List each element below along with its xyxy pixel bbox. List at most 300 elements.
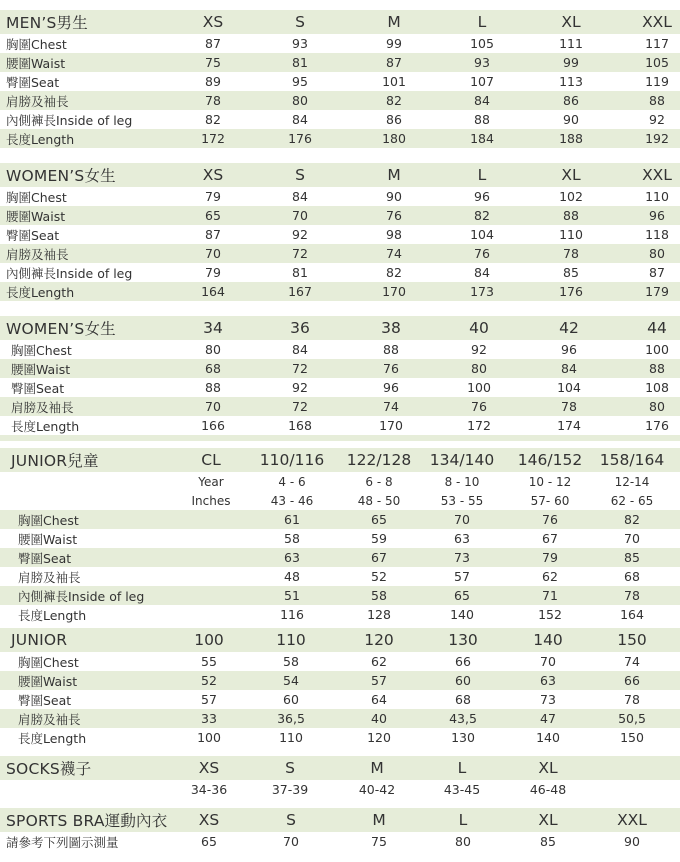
row-label: 胸圍Chest <box>18 512 79 528</box>
measurement-value: 87 <box>386 55 402 70</box>
sock-size-range: 34-36 <box>190 782 228 797</box>
measurement-value: 85 <box>540 834 556 849</box>
measurement-value: 117 <box>645 36 669 51</box>
measurement-value: 70 <box>540 654 556 669</box>
table-row <box>0 832 680 851</box>
measurement-value: 90 <box>386 189 402 204</box>
measurement-value: 70 <box>454 512 470 527</box>
measurement-value: 70 <box>292 208 308 223</box>
measurement-value: 76 <box>471 399 487 414</box>
measurement-value: 107 <box>470 74 494 89</box>
measurement-value: 81 <box>292 55 308 70</box>
measurement-value: 96 <box>561 342 577 357</box>
measurement-value: 80 <box>455 834 471 849</box>
row-label: 胸圍Chest <box>11 342 72 358</box>
measurement-value: 104 <box>470 227 494 242</box>
measurement-value: 72 <box>292 246 308 261</box>
measurement-value: 84 <box>292 189 308 204</box>
measurement-value: 172 <box>201 131 225 146</box>
size-label: XS <box>198 759 220 777</box>
measurement-value: 86 <box>386 112 402 127</box>
measurement-value: 74 <box>386 246 402 261</box>
table-header-row <box>0 808 680 832</box>
row-label: 內側褲長Inside of leg <box>6 265 133 281</box>
measurement-value: 93 <box>292 36 308 51</box>
measurement-value: 58 <box>371 588 387 603</box>
size-label: 38 <box>381 319 401 337</box>
measurement-value: 68 <box>624 569 640 584</box>
junior-cl-size-table <box>0 448 680 624</box>
row-label: 肩膀及袖長 <box>18 711 81 727</box>
measurement-value: 118 <box>645 227 669 242</box>
row-label: 長度Length <box>6 284 75 300</box>
row-label: 肩膀及袖長 <box>11 399 74 415</box>
measurement-value: 76 <box>474 246 490 261</box>
table-title: JUNIOR <box>11 631 68 649</box>
table-row <box>0 378 680 397</box>
measurement-value: 57 <box>201 692 217 707</box>
measurement-value: 62 <box>542 569 558 584</box>
measurement-value: 57 <box>371 673 387 688</box>
measurement-value: 170 <box>382 284 406 299</box>
size-label: XXL <box>642 166 672 184</box>
measurement-value: 152 <box>538 607 562 622</box>
size-label: S <box>285 759 295 777</box>
size-label: M <box>387 166 401 184</box>
sock-size-range: 46-48 <box>529 782 567 797</box>
measurement-value: 116 <box>280 607 304 622</box>
inches-row <box>0 491 680 510</box>
measurement-value: 62 <box>371 654 387 669</box>
measurement-value: 76 <box>383 361 399 376</box>
measurement-value: 72 <box>292 399 308 414</box>
row-label: 臀圍Seat <box>6 227 60 243</box>
measurement-value: 168 <box>288 418 312 433</box>
row-label: 胸圍Chest <box>6 36 67 52</box>
size-label: M <box>387 13 401 31</box>
table-header-row <box>0 756 680 780</box>
junior-size-table <box>0 628 680 747</box>
size-label: S <box>286 811 296 829</box>
measurement-value: 188 <box>559 131 583 146</box>
measurement-value: 184 <box>470 131 494 146</box>
table-row <box>0 529 680 548</box>
measurement-value: 164 <box>620 607 644 622</box>
measurement-value: 75 <box>371 834 387 849</box>
age-range-value: 8 - 10 <box>444 474 480 489</box>
inches-value: 53 - 55 <box>440 493 484 508</box>
measurement-value: 174 <box>557 418 581 433</box>
table-header-row <box>0 163 680 187</box>
measurement-value: 150 <box>620 730 644 745</box>
measurement-value: 100 <box>645 342 669 357</box>
table-row <box>0 548 680 567</box>
size-label: 150 <box>617 631 647 649</box>
measurement-value: 74 <box>624 654 640 669</box>
measurement-value: 87 <box>649 265 665 280</box>
table-row <box>0 567 680 586</box>
table-row <box>0 91 680 110</box>
measurement-value: 176 <box>559 284 583 299</box>
measurement-value: 86 <box>563 93 579 108</box>
measurement-value: 84 <box>474 93 490 108</box>
measurement-value: 179 <box>645 284 669 299</box>
table-row <box>0 263 680 282</box>
measurement-value: 68 <box>455 692 471 707</box>
measurement-value: 65 <box>454 588 470 603</box>
measurement-value: 172 <box>467 418 491 433</box>
measurement-value: 80 <box>471 361 487 376</box>
measurement-value: 73 <box>454 550 470 565</box>
measurement-value: 76 <box>542 512 558 527</box>
measurement-value: 110 <box>559 227 583 242</box>
row-label: 肩膀及袖長 <box>6 93 69 109</box>
table-title: MEN’S男生 <box>6 14 88 32</box>
measurement-value: 60 <box>283 692 299 707</box>
measurement-value: 51 <box>284 588 300 603</box>
measurement-value: 140 <box>536 730 560 745</box>
measurement-value: 73 <box>540 692 556 707</box>
measurement-value: 58 <box>283 654 299 669</box>
table-row <box>0 728 680 747</box>
size-label: 100 <box>194 631 224 649</box>
measurement-value: 173 <box>470 284 494 299</box>
measurement-value: 104 <box>557 380 581 395</box>
size-label: CL <box>201 451 221 469</box>
row-label: 腰圍Waist <box>6 208 66 224</box>
row-label: 長度Length <box>18 730 87 746</box>
measurement-value: 88 <box>474 112 490 127</box>
measurement-value: 47 <box>540 711 556 726</box>
size-label: XL <box>561 166 581 184</box>
measurement-value: 66 <box>455 654 471 669</box>
measurement-value: 88 <box>563 208 579 223</box>
inches-value: 48 - 50 <box>357 493 401 508</box>
measurement-value: 84 <box>474 265 490 280</box>
measurement-value: 105 <box>470 36 494 51</box>
table-row <box>0 780 680 799</box>
size-label: XXL <box>617 811 647 829</box>
size-label: M <box>370 759 384 777</box>
measurement-value: 72 <box>292 361 308 376</box>
row-label: 胸圍Chest <box>6 189 67 205</box>
measurement-value: 140 <box>450 607 474 622</box>
measurement-value: 55 <box>201 654 217 669</box>
measurement-value: 63 <box>454 531 470 546</box>
table-row <box>0 206 680 225</box>
measurement-value: 65 <box>371 512 387 527</box>
table-row <box>0 53 680 72</box>
measurement-value: 65 <box>201 834 217 849</box>
measurement-value: 79 <box>205 265 221 280</box>
table-row <box>0 709 680 728</box>
measurement-value: 52 <box>371 569 387 584</box>
measurement-value: 64 <box>371 692 387 707</box>
measurement-value: 119 <box>645 74 669 89</box>
table-title: SPORTS BRA運動內衣 <box>6 812 168 830</box>
measurement-value: 88 <box>649 361 665 376</box>
table-row <box>0 110 680 129</box>
measurement-value: 95 <box>292 74 308 89</box>
table-title: WOMEN’S女生 <box>6 167 116 185</box>
age-range-value: 12-14 <box>614 474 650 489</box>
measurement-value: 67 <box>542 531 558 546</box>
measurement-value: 67 <box>371 550 387 565</box>
socks-size-table <box>0 756 680 799</box>
measurement-value: 50,5 <box>618 711 646 726</box>
table-row <box>0 605 680 624</box>
size-label: XS <box>198 811 220 829</box>
table-header-row <box>0 448 680 472</box>
measurement-value: 70 <box>283 834 299 849</box>
sub-label: Year <box>198 474 224 489</box>
row-label: 臀圍Seat <box>18 550 72 566</box>
measurement-value: 90 <box>624 834 640 849</box>
table-row <box>0 129 680 148</box>
measurement-value: 96 <box>649 208 665 223</box>
row-label: 臀圍Seat <box>6 74 60 90</box>
measurement-value: 52 <box>201 673 217 688</box>
measurement-value: 74 <box>383 399 399 414</box>
measurement-value: 85 <box>624 550 640 565</box>
size-label: 110 <box>276 631 306 649</box>
size-label: 146/152 <box>517 451 583 469</box>
size-label: 130 <box>448 631 478 649</box>
measurement-value: 90 <box>563 112 579 127</box>
row-label: 長度Length <box>6 131 75 147</box>
measurement-value: 59 <box>371 531 387 546</box>
age-range-value: 6 - 8 <box>365 474 393 489</box>
measurement-value: 93 <box>474 55 490 70</box>
measurement-value: 79 <box>542 550 558 565</box>
size-label: XL <box>538 811 558 829</box>
table-row <box>0 72 680 91</box>
measurement-value: 84 <box>292 342 308 357</box>
sock-size-range: 43-45 <box>443 782 481 797</box>
measurement-value: 98 <box>386 227 402 242</box>
measurement-value: 82 <box>205 112 221 127</box>
measurement-value: 54 <box>283 673 299 688</box>
table-row <box>0 416 680 435</box>
measurement-value: 85 <box>563 265 579 280</box>
measurement-value: 57 <box>454 569 470 584</box>
row-label: 請參考下列圖示測量 <box>6 834 119 850</box>
measurement-value: 80 <box>649 399 665 414</box>
measurement-value: 164 <box>201 284 225 299</box>
measurement-value: 61 <box>284 512 300 527</box>
measurement-value: 78 <box>624 692 640 707</box>
measurement-value: 70 <box>205 399 221 414</box>
measurement-value: 111 <box>559 36 583 51</box>
size-label: M <box>372 811 386 829</box>
table-row <box>0 225 680 244</box>
row-label: 肩膀及袖長 <box>18 569 81 585</box>
table-row <box>0 340 680 359</box>
measurement-value: 92 <box>471 342 487 357</box>
measurement-value: 33 <box>201 711 217 726</box>
measurement-value: 65 <box>205 208 221 223</box>
sock-size-range: 40-42 <box>358 782 396 797</box>
measurement-value: 60 <box>455 673 471 688</box>
size-label: 34 <box>203 319 223 337</box>
row-label: 臀圍Seat <box>11 380 65 396</box>
age-range-row <box>0 472 680 491</box>
size-label: 140 <box>533 631 563 649</box>
table-row <box>0 244 680 263</box>
measurement-value: 92 <box>292 380 308 395</box>
table-row <box>0 690 680 709</box>
size-label: S <box>295 13 305 31</box>
measurement-value: 102 <box>559 189 583 204</box>
measurement-value: 79 <box>205 189 221 204</box>
measurement-value: 78 <box>563 246 579 261</box>
measurement-value: 192 <box>645 131 669 146</box>
womens-numeric-size-table <box>0 316 680 441</box>
measurement-value: 92 <box>292 227 308 242</box>
sports-bra-size-table <box>0 808 680 851</box>
size-label: 44 <box>647 319 667 337</box>
sub-label: Inches <box>191 493 231 508</box>
measurement-value: 82 <box>386 265 402 280</box>
table-title: SOCKS襪子 <box>6 760 92 778</box>
measurement-value: 110 <box>645 189 669 204</box>
measurement-value: 96 <box>474 189 490 204</box>
measurement-value: 78 <box>205 93 221 108</box>
table-header-row <box>0 10 680 34</box>
measurement-value: 76 <box>386 208 402 223</box>
measurement-value: 36,5 <box>277 711 305 726</box>
measurement-value: 70 <box>624 531 640 546</box>
measurement-value: 80 <box>649 246 665 261</box>
row-label: 腰圍Waist <box>18 531 78 547</box>
measurement-value: 166 <box>201 418 225 433</box>
measurement-value: 88 <box>205 380 221 395</box>
row-label: 臀圍Seat <box>18 692 72 708</box>
womens-letter-size-table <box>0 163 680 301</box>
age-range-value: 4 - 6 <box>278 474 306 489</box>
size-label: 122/128 <box>346 451 412 469</box>
measurement-value: 108 <box>645 380 669 395</box>
row-label: 長度Length <box>11 418 80 434</box>
measurement-value: 66 <box>624 673 640 688</box>
age-range-value: 10 - 12 <box>528 474 572 489</box>
measurement-value: 105 <box>645 55 669 70</box>
measurement-value: 82 <box>474 208 490 223</box>
size-label: L <box>457 759 467 777</box>
measurement-value: 87 <box>205 36 221 51</box>
measurement-value: 80 <box>205 342 221 357</box>
measurement-value: 63 <box>540 673 556 688</box>
measurement-value: 99 <box>386 36 402 51</box>
measurement-value: 81 <box>292 265 308 280</box>
measurement-value: 92 <box>649 112 665 127</box>
measurement-value: 128 <box>367 607 391 622</box>
measurement-value: 96 <box>383 380 399 395</box>
table-title: JUNIOR兒童 <box>11 452 99 470</box>
row-label: 腰圍Waist <box>18 673 78 689</box>
measurement-value: 63 <box>284 550 300 565</box>
size-label: 134/140 <box>429 451 495 469</box>
size-label: L <box>477 13 487 31</box>
measurement-value: 100 <box>197 730 221 745</box>
measurement-value: 84 <box>561 361 577 376</box>
table-row <box>0 282 680 301</box>
inches-value: 62 - 65 <box>610 493 654 508</box>
measurement-value: 110 <box>279 730 303 745</box>
mens-size-table <box>0 10 680 148</box>
size-label: 36 <box>290 319 310 337</box>
measurement-value: 180 <box>382 131 406 146</box>
measurement-value: 71 <box>542 588 558 603</box>
table-row <box>0 671 680 690</box>
measurement-value: 78 <box>624 588 640 603</box>
measurement-value: 70 <box>205 246 221 261</box>
measurement-value: 176 <box>288 131 312 146</box>
row-label: 腰圍Waist <box>6 55 66 71</box>
table-title: WOMEN’S女生 <box>6 320 116 338</box>
measurement-value: 68 <box>205 361 221 376</box>
measurement-value: 100 <box>467 380 491 395</box>
measurement-value: 40 <box>371 711 387 726</box>
measurement-value: 113 <box>559 74 583 89</box>
size-label: L <box>458 811 468 829</box>
sock-size-range: 37-39 <box>271 782 309 797</box>
table-row <box>0 359 680 378</box>
measurement-value: 170 <box>379 418 403 433</box>
table-row <box>0 510 680 529</box>
size-label: 110/116 <box>259 451 325 469</box>
size-label: 42 <box>559 319 579 337</box>
table-row <box>0 652 680 671</box>
size-label: XS <box>202 13 224 31</box>
size-label: 40 <box>469 319 489 337</box>
table-row <box>0 34 680 53</box>
size-label: XL <box>538 759 558 777</box>
size-label: L <box>477 166 487 184</box>
table-header-row <box>0 316 680 340</box>
inches-value: 57- 60 <box>530 493 570 508</box>
table-footer-band <box>0 435 680 441</box>
table-row <box>0 586 680 605</box>
size-label: S <box>295 166 305 184</box>
measurement-value: 101 <box>382 74 406 89</box>
measurement-value: 120 <box>367 730 391 745</box>
row-label: 肩膀及袖長 <box>6 246 69 262</box>
size-label: XXL <box>642 13 672 31</box>
measurement-value: 88 <box>383 342 399 357</box>
row-label: 長度Length <box>18 607 87 623</box>
measurement-value: 176 <box>645 418 669 433</box>
size-label: XS <box>202 166 224 184</box>
table-row <box>0 397 680 416</box>
measurement-value: 58 <box>284 531 300 546</box>
measurement-value: 80 <box>292 93 308 108</box>
measurement-value: 84 <box>292 112 308 127</box>
measurement-value: 88 <box>649 93 665 108</box>
row-label: 胸圍Chest <box>18 654 79 670</box>
row-label: 腰圍Waist <box>11 361 71 377</box>
inches-value: 43 - 46 <box>270 493 314 508</box>
measurement-value: 130 <box>451 730 475 745</box>
measurement-value: 167 <box>288 284 312 299</box>
table-row <box>0 187 680 206</box>
size-label: XL <box>561 13 581 31</box>
measurement-value: 43,5 <box>449 711 477 726</box>
size-label: 120 <box>364 631 394 649</box>
measurement-value: 82 <box>624 512 640 527</box>
measurement-value: 48 <box>284 569 300 584</box>
measurement-value: 99 <box>563 55 579 70</box>
